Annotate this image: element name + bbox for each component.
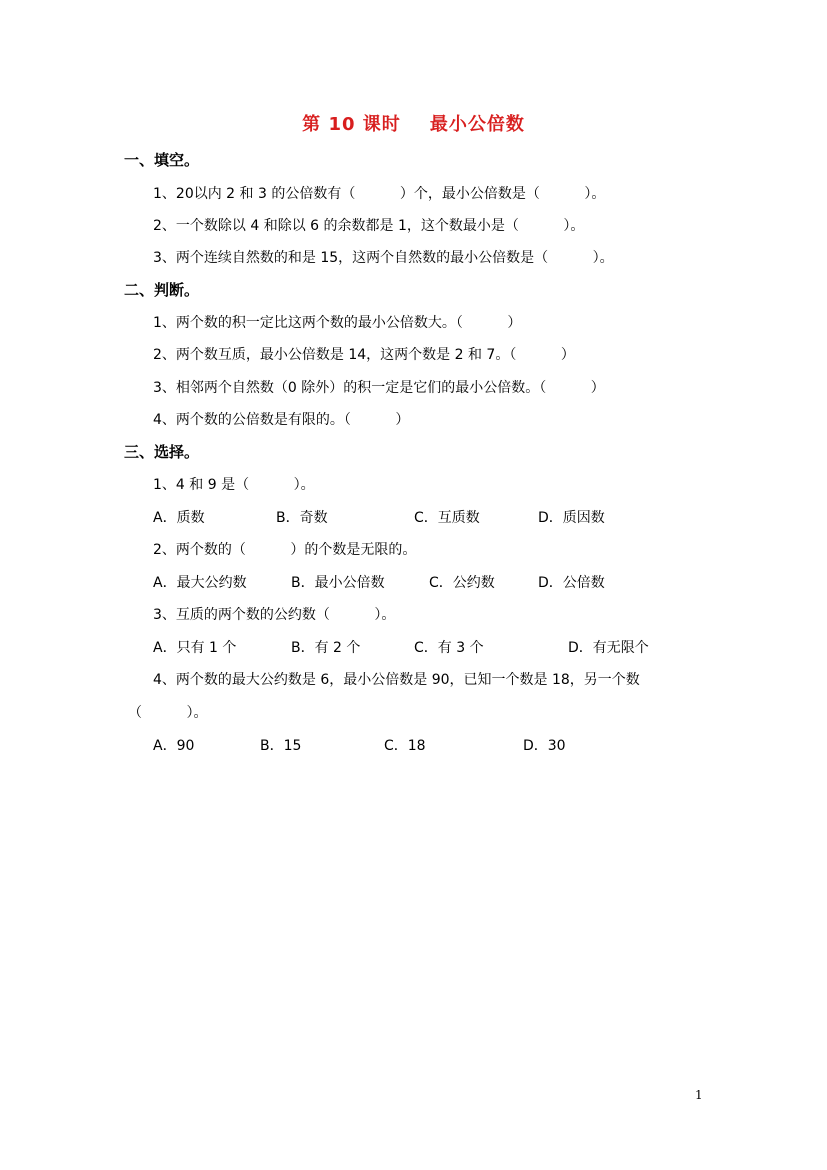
judge-question-2: 2、两个数互质，最小公倍数是 14，这两个数是 2 和 7。（ ） [153, 347, 575, 363]
choice-question-4-stem-continued: （ ）。 [128, 705, 208, 721]
choice-question-4-option-a: A．90 [153, 738, 195, 754]
fill-blank-question-3: 3、两个连续自然数的和是 15，这两个自然数的最小公倍数是（ ）。 [153, 250, 614, 266]
choice-question-2-option-a: A．最大公约数 [153, 575, 247, 591]
judge-question-3: 3、相邻两个自然数（0 除外）的积一定是它们的最小公倍数。（ ） [153, 380, 605, 396]
section-heading-choice: 三、选择。 [124, 443, 200, 461]
choice-question-2-option-d: D．公倍数 [538, 575, 605, 591]
section-heading-judge: 二、判断。 [124, 281, 200, 299]
choice-question-1-option-d: D．质因数 [538, 510, 605, 526]
choice-question-3-option-b: B．有 2 个 [291, 640, 361, 656]
judge-question-1: 1、两个数的积一定比这两个数的最小公倍数大。（ ） [153, 315, 522, 331]
choice-question-2-option-b: B．最小公倍数 [291, 575, 385, 591]
choice-question-2-stem: 2、两个数的（ ）的个数是无限的。 [153, 542, 417, 558]
fill-blank-question-1: 1、20以内 2 和 3 的公倍数有（ ）个，最小公倍数是（ ）。 [153, 186, 606, 202]
page-title: 第 10 课时 最小公倍数 [302, 114, 525, 135]
choice-question-4-option-d: D．30 [523, 738, 566, 754]
choice-question-4-stem: 4、两个数的最大公约数是 6，最小公倍数是 90，已知一个数是 18，另一个数 [153, 672, 640, 688]
choice-question-1-option-c: C．互质数 [414, 510, 480, 526]
choice-question-1-option-a: A．质数 [153, 510, 205, 526]
choice-question-3-option-c: C．有 3 个 [414, 640, 484, 656]
choice-question-2-option-c: C．公约数 [429, 575, 495, 591]
choice-question-3-option-a: A．只有 1 个 [153, 640, 237, 656]
choice-question-3-option-d: D．有无限个 [568, 640, 649, 656]
page-number: 1 [695, 1088, 703, 1102]
choice-question-3-stem: 3、互质的两个数的公约数（ ）。 [153, 607, 396, 623]
fill-blank-question-2: 2、一个数除以 4 和除以 6 的余数都是 1，这个数最小是（ ）。 [153, 218, 585, 234]
choice-question-1-stem: 1、4 和 9 是（ ）。 [153, 477, 315, 493]
choice-question-4-option-b: B．15 [260, 738, 302, 754]
section-heading-fill-blank: 一、填空。 [124, 151, 200, 169]
choice-question-4-option-c: C．18 [384, 738, 426, 754]
judge-question-4: 4、两个数的公倍数是有限的。（ ） [153, 412, 410, 428]
choice-question-1-option-b: B．奇数 [276, 510, 328, 526]
